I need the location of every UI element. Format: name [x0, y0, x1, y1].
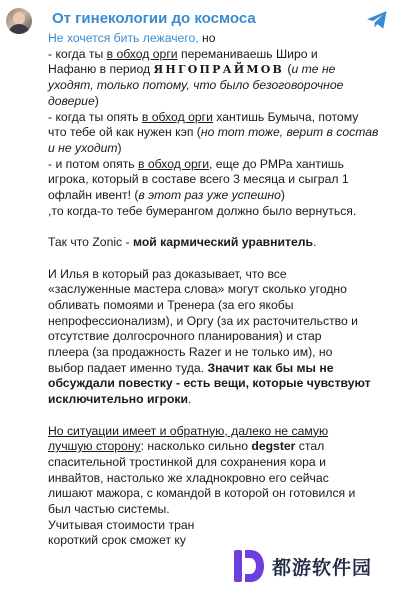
telegram-icon[interactable]	[366, 10, 388, 30]
watermark-logo-icon	[232, 548, 266, 584]
underlined-text: в обход орги	[106, 46, 178, 61]
channel-avatar[interactable]	[6, 8, 32, 34]
channel-title[interactable]: От гинекологии до космоса	[52, 10, 256, 27]
post-text: Не хочется бить лежачего, но - когда ты в обход орги переманиваешь Широ и Нафаню в период ЯНГОПРАЙМОВ (и те не уходят, только потому, что было безоговорочное доверие) - когда ты опять в обход орги хантишь Бумыча, потому что тебе ой как нужен кэп (но тот тоже, верит в состав и не уходит) - и потом опять в обход орги, еще до РМРа хантишь игрока, который в составе всего 3 месяца и сыграл 1 офлайн ивент! (в этот раз уже успешно) ,то когда-то тебе бумерангом должно было вернуться. Так что Zonic - мой кармический уравнитель. И Илья в который раз доказывает, что все «заслуженные мастера слова» могут сколько угодно обливать помоями и Тренера (за его якобы непрофессионализм), и Оргу (за их расточительство и отсутствие долгосрочного планирования) и стар плеера (за продажность Razer и не только им), но выбор падает именно туда. Значит как бы мы не обсуждали повестку - есть вещи, которые чувствуют исключительно игроки. Но ситуации имеет и обратную, далеко не самую лучшую сторону: насколько сильно degster стал спасительной тростинкой для сохранения кора и инвайтов, настолько же хладнокровно его сейчас лишают мажора, с командой в которой он готовился и был частью системы. Учитывая стоимости тран короткий срок сможет ку	[48, 31, 379, 548]
post-link[interactable]: Не хочется бить лежачего,	[48, 31, 199, 45]
watermark-text: 都游软件园	[272, 556, 373, 579]
watermark	[232, 546, 400, 586]
spaced-caps-text: ЯНГОПРАЙМОВ	[153, 63, 285, 77]
